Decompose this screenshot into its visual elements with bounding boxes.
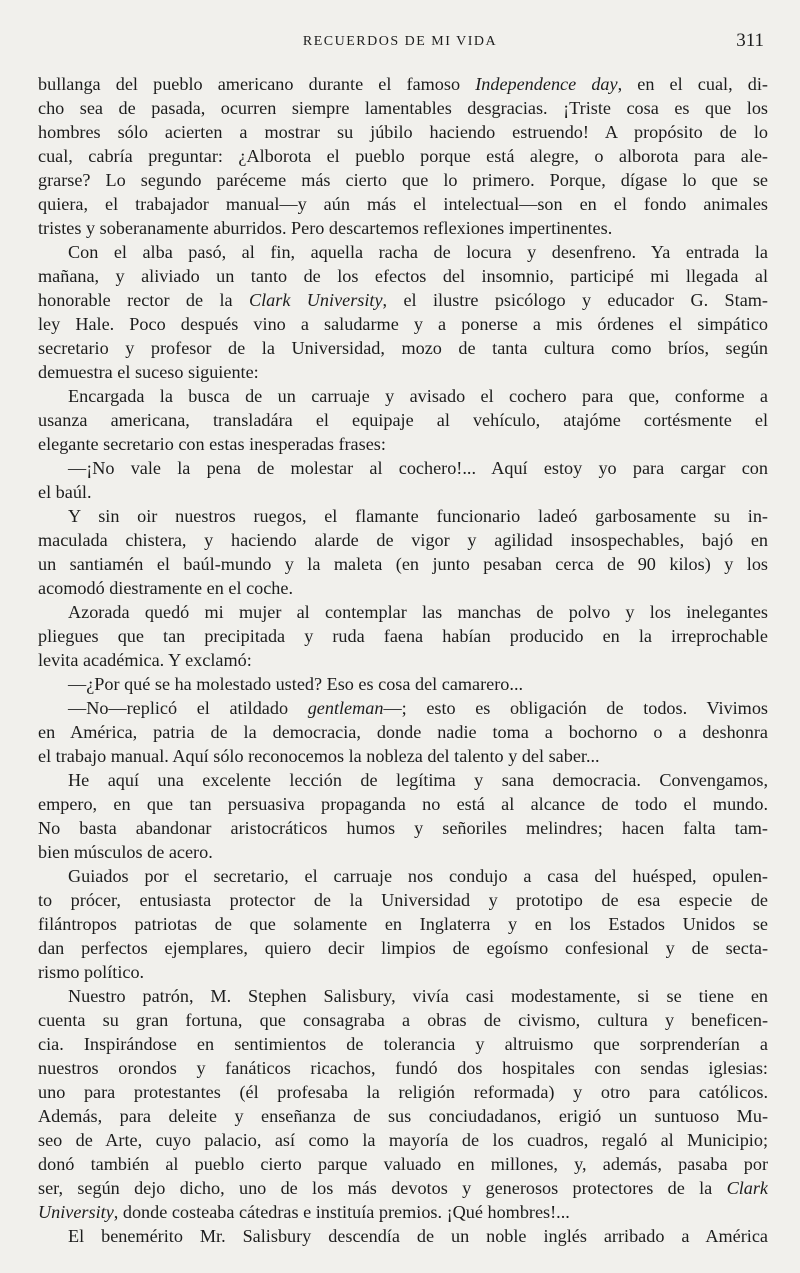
text-line: el baúl. [38,482,92,502]
text-line: ley Hale. Poco después vino a saludarme y a ponerse a mis órdenes el simpático [38,314,768,334]
text-line: to prócer, entusiasta protector de la Universidad y prototipo de esa especie de [38,890,768,910]
page-number: 311 [736,30,764,51]
running-title: RECUERDOS DE MI VIDA [302,34,498,49]
text-line: hombres sólo acierten a mostrar su júbilo haciendo estruendo! A propósito de lo [38,122,768,142]
text-line: nuestros orondos y fanáticos ricachos, fundó dos hospitales con sendas iglesias: [38,1058,768,1078]
body-text [38,72,768,1248]
text-line: Azorada quedó mi mujer al contemplar las manchas de polvo y los inelegantes [68,602,768,622]
text-line: demuestra el suceso siguiente: [38,362,259,382]
text-line: grarse? Lo segundo paréceme más cierto que lo primero. Porque, dígase lo que se [38,170,768,190]
text-line: el trabajo manual. Aquí sólo reconocemos la nobleza del talento y del saber... [38,746,600,766]
text-line: cuenta su gran fortuna, que consagraba a obras de civismo, cultura y beneficen- [38,1010,768,1030]
text-line: —¡No vale la pena de molestar al cochero!... Aquí estoy yo para cargar con [68,458,768,478]
text-line: honorable rector de la Clark University, el ilustre psicólogo y educador G. Stam- [38,290,768,310]
text-line: bullanga del pueblo americano durante el famoso Independence day, en el cual, di- [38,74,768,94]
text-line: secretario y profesor de la Universidad, mozo de tanta cultura como bríos, según [38,338,768,358]
text-line: maculada chistera, y haciendo alarde de vigor y agilidad insospechables, bajó en [38,530,768,550]
text-line: cho sea de pasada, ocurren siempre lamentables desgracias. ¡Triste cosa es que los [38,98,768,118]
text-line: acomodó diestramente en el coche. [38,578,294,598]
text-line: El benemérito Mr. Salisbury descendía de un noble inglés arribado a América [68,1226,768,1246]
text-line: levita académica. Y exclamó: [38,650,252,670]
text-line: cia. Inspirándose en sentimientos de tolerancia y altruismo que sorprenderían a [38,1034,768,1054]
text-line: Con el alba pasó, al fin, aquella racha de locura y desenfreno. Ya entrada la [68,242,768,262]
running-head [36,30,764,54]
text-line: ser, según dejo dicho, uno de los más devotos y generosos protectores de la Clark [38,1178,768,1198]
text-line: quiera, el trabajador manual—y aún más el intelectual—son en el fondo animales [38,194,768,214]
text-line: donó también al pueblo cierto parque valuado en millones, y, además, pasaba por [38,1154,768,1174]
text-line: en América, patria de la democracia, donde nadie toma a bochorno o a deshonra [38,722,768,742]
text-line: dan perfectos ejemplares, quiero decir limpios de egoísmo confesional y de secta- [38,938,768,958]
text-line: empero, en que tan persuasiva propaganda no está al alcance de todo el mundo. [38,794,768,814]
text-line: uno para protestantes (él profesaba la religión reformada) y otro para católicos. [38,1082,768,1102]
text-line: No basta abandonar aristocráticos humos y señoriles melindres; hacen falta tam- [38,818,768,838]
text-line: pliegues que tan precipitada y ruda faena habían producido en la irreprochable [38,626,768,646]
text-line: cual, cabría preguntar: ¿Alborota el pueblo porque está alegre, o alborota para ale- [38,146,768,166]
text-line: usanza americana, transladára el equipaje al vehículo, atajóme cortésmente el [38,410,768,430]
text-line: seo de Arte, cuyo palacio, así como la mayoría de los cuadros, regaló al Municipio; [38,1130,768,1150]
text-line: Guiados por el secretario, el carruaje nos condujo a casa del huésped, opulen- [68,866,768,886]
text-line: Nuestro patrón, M. Stephen Salisbury, vivía casi modestamente, si se tiene en [68,986,768,1006]
text-line: Y sin oir nuestros ruegos, el flamante funcionario ladeó garbosamente su in- [68,506,768,526]
text-line: bien músculos de acero. [38,842,213,862]
text-line: —¿Por qué se ha molestado usted? Eso es cosa del camarero... [68,674,524,694]
text-line: Además, para deleite y enseñanza de sus conciudadanos, erigió un suntuoso Mu- [38,1106,768,1126]
text-line: Encargada la busca de un carruaje y avisado el cochero para que, conforme a [68,386,768,406]
text-line: filántropos patriotas de que solamente en Inglaterra y en los Estados Unidos se [38,914,768,934]
text-line: un santiamén el baúl-mundo y la maleta (en junto pesaban cerca de 90 kilos) y los [38,554,768,574]
text-line: —No—replicó el atildado gentleman—; esto es obligación de todos. Vivimos [68,698,768,718]
text-line: tristes y soberanamente aburridos. Pero descartemos reflexiones impertinentes. [38,218,613,238]
text-line: mañana, y aliviado un tanto de los efectos del insomnio, participé mi llegada al [38,266,768,286]
text-line: rismo político. [38,962,145,982]
text-line: elegante secretario con estas inesperadas frases: [38,434,386,454]
text-line: University, donde costeaba cátedras e instituía premios. ¡Qué hombres!... [38,1202,570,1222]
text-line: He aquí una excelente lección de legítima y sana democracia. Convengamos, [68,770,768,790]
